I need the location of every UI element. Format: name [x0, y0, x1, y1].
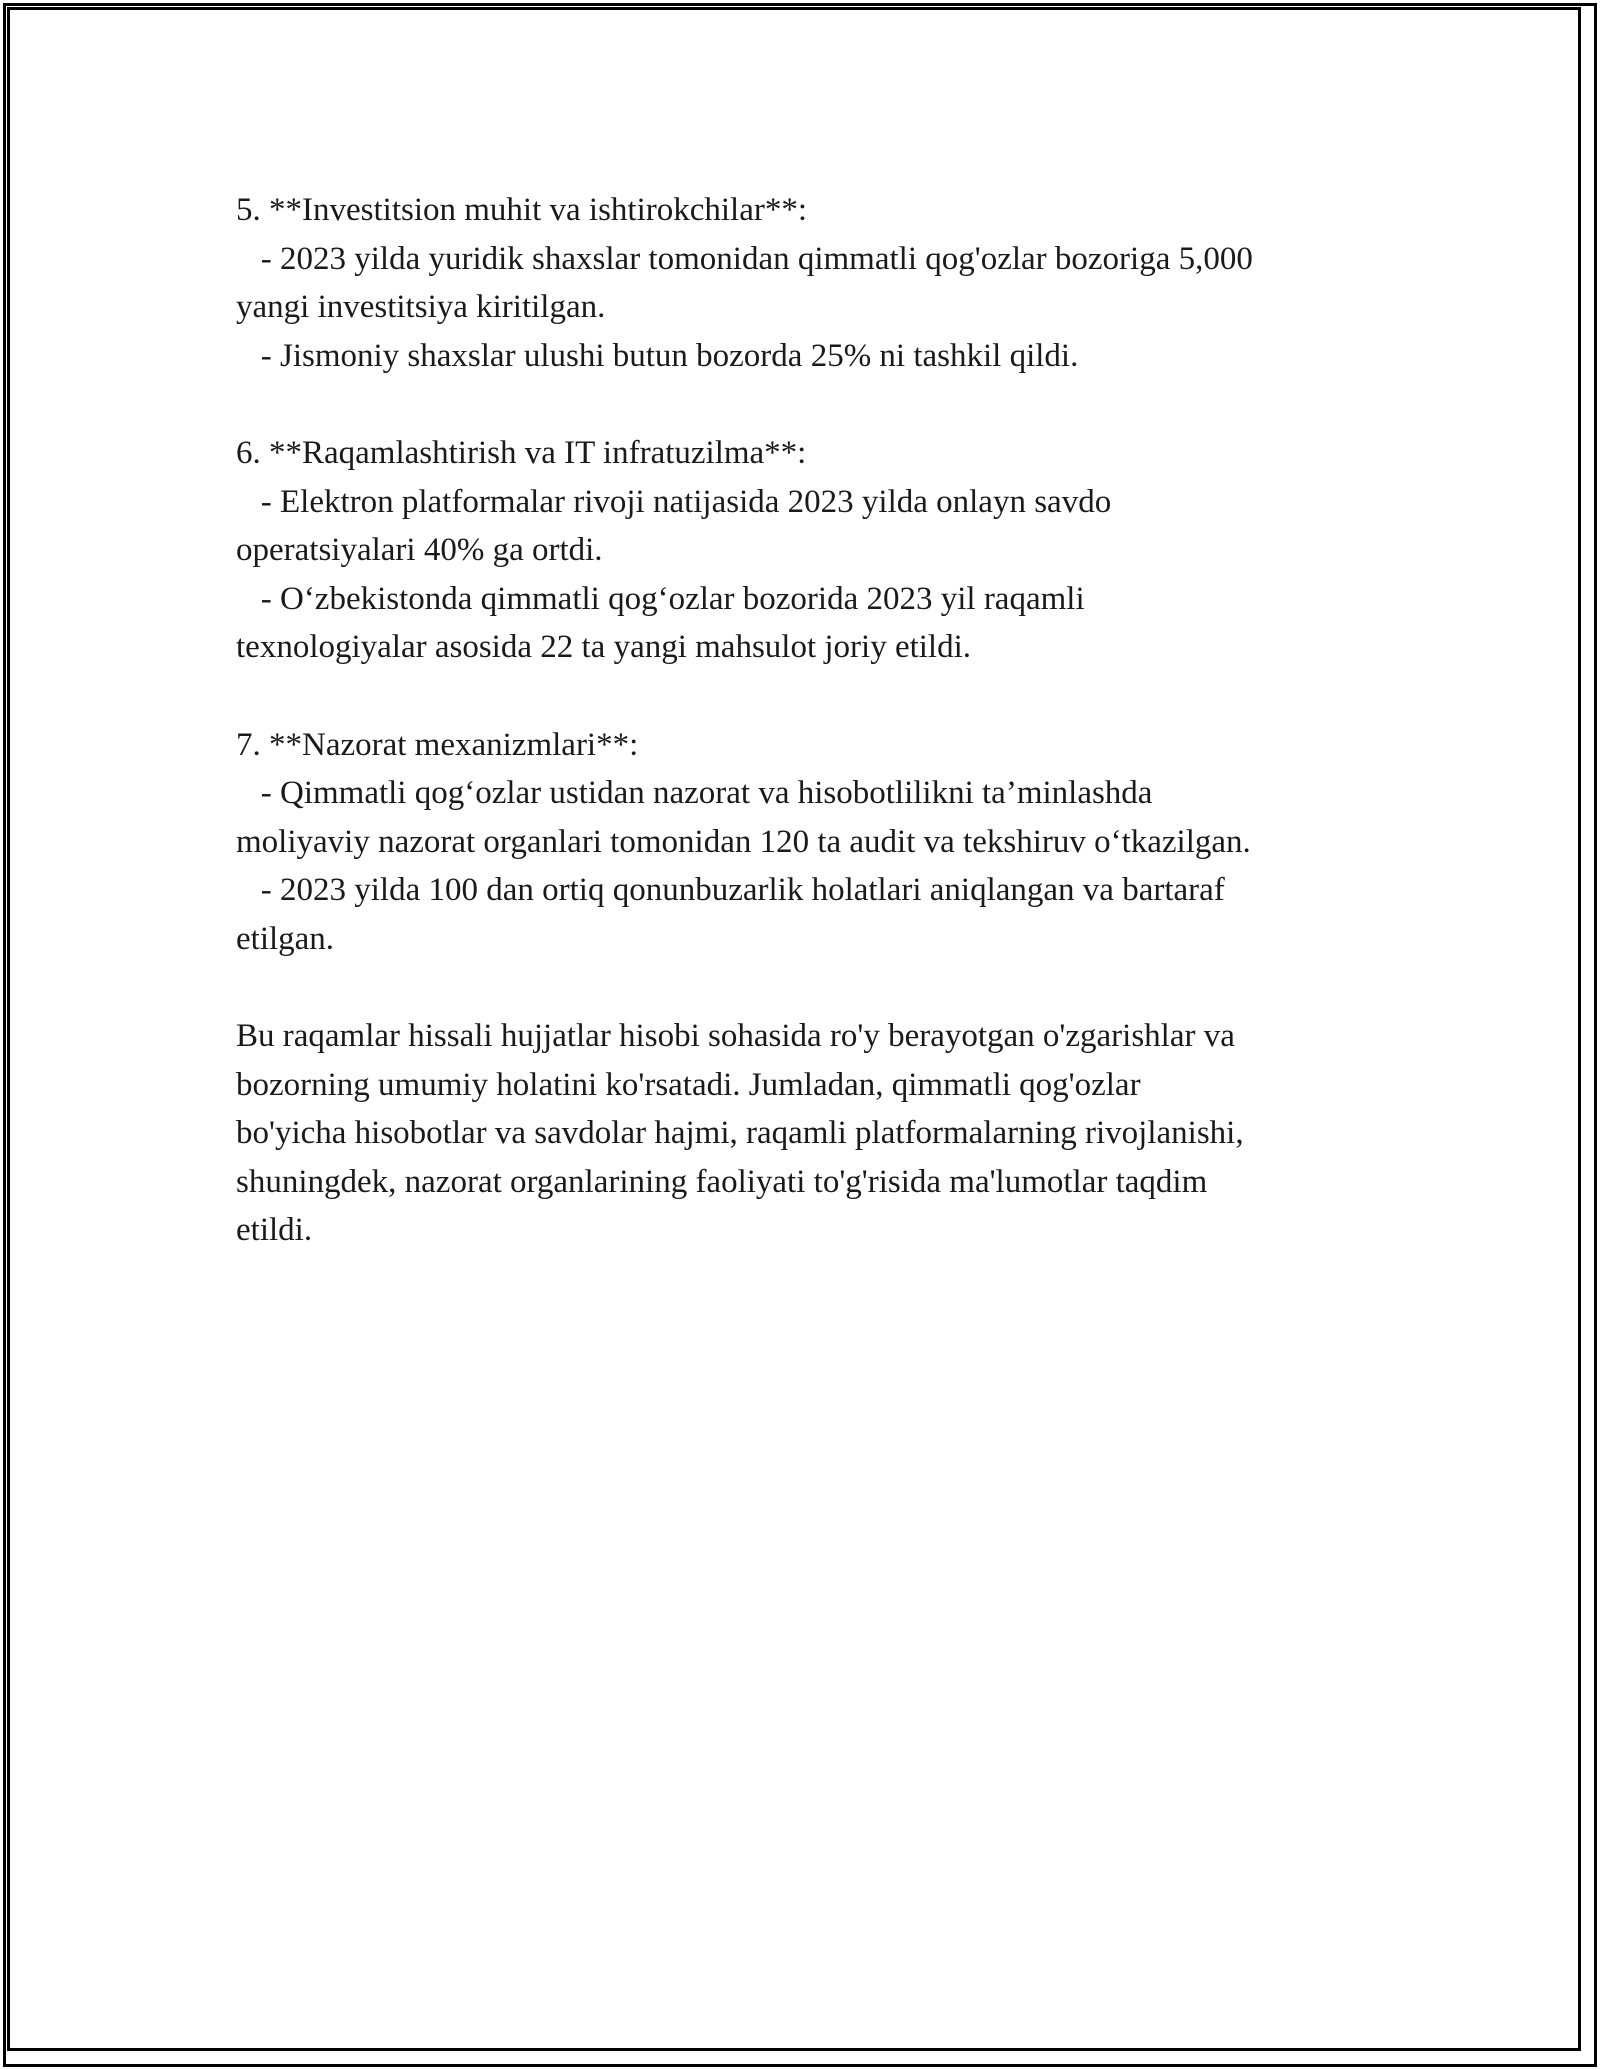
bullet-line-continuation: moliyaviy nazorat organlari tomonidan 120 ta audit va tekshiruv o‘tkazilgan. [236, 823, 1251, 860]
section-digitalization [236, 429, 1396, 672]
paragraph-spacer [236, 964, 1396, 1013]
summary-line: bo'yicha hisobotlar va savdolar hajmi, raqamli platformalarning rivojlanishi, [236, 1115, 1244, 1152]
summary-line: shuningdek, nazorat organlarining faoliyati to'g'risida ma'lumotlar taqdim [236, 1163, 1208, 1200]
bullet-line: - Jismoniy shaxslar ulushi butun bozorda 25% ni tashkil qildi. [236, 337, 1079, 374]
bullet-line: - O‘zbekistonda qimmatli qog‘ozlar bozorida 2023 yil raqamli [236, 580, 1085, 617]
bullet-line: - Qimmatli qog‘ozlar ustidan nazorat va hisobotlilikni ta’minlashda [236, 775, 1153, 812]
bullet-line: - Elektron platformalar rivoji natijasida 2023 yilda onlayn savdo [236, 483, 1112, 520]
section-heading: 6. **Raqamlashtirish va IT infratuzilma**: [236, 434, 807, 471]
bullet-line-continuation: yangi investitsiya kiritilgan. [236, 289, 606, 326]
section-investment-climate [236, 186, 1396, 380]
summary-line: bozorning umumiy holatini ko'rsatadi. Jumladan, qimmatli qog'ozlar [236, 1066, 1141, 1103]
bullet-line: - 2023 yilda 100 dan ortiq qonunbuzarlik holatlari aniqlangan va bartaraf [236, 872, 1225, 909]
section-oversight [236, 721, 1396, 964]
document-body [236, 186, 1396, 1255]
bullet-line-continuation: etilgan. [236, 920, 335, 957]
summary-line: Bu raqamlar hissali hujjatlar hisobi sohasida ro'y berayotgan o'zgarishlar va [236, 1018, 1235, 1055]
bullet-line-continuation: texnologiyalar asosida 22 ta yangi mahsulot joriy etildi. [236, 629, 972, 666]
summary-paragraph [236, 1012, 1396, 1255]
summary-line: etildi. [236, 1212, 313, 1249]
paragraph-spacer [236, 380, 1396, 429]
section-heading: 7. **Nazorat mexanizmlari**: [236, 726, 639, 763]
bullet-line-continuation: operatsiyalari 40% ga ortdi. [236, 532, 603, 569]
section-heading: 5. **Investitsion muhit va ishtirokchilar**: [236, 192, 808, 228]
paragraph-spacer [236, 672, 1396, 721]
bullet-line: - 2023 yilda yuridik shaxslar tomonidan qimmatli qog'ozlar bozoriga 5,000 [236, 240, 1253, 277]
